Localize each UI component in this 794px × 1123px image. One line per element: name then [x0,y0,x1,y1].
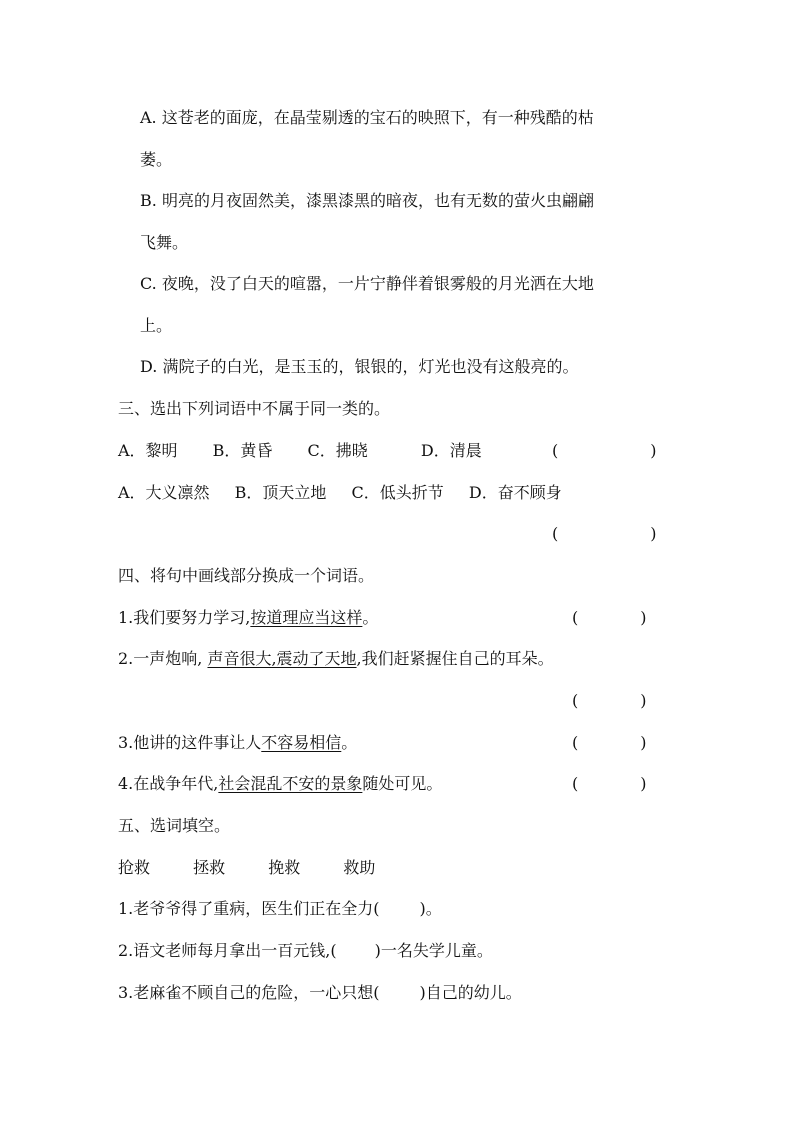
underlined-phrase: 社会混乱不安的景象 [218,774,363,793]
section5-q1: 1.老爷爷得了重病，医生们正在全力( )。 [118,899,442,918]
section4-q2: 2.一声炮响, 声音很大,震动了天地,我们赶紧握住自己的耳朵。 [118,649,554,668]
section5-title: 五、选词填空。 [118,816,231,835]
section4-q4: 4.在战争年代,社会混乱不安的景象随处可见。 [118,774,443,793]
option-c-line2: 上。 [140,316,173,335]
word-bank-item: 救助 [343,858,376,877]
word-bank-item: 挽救 [268,858,301,877]
choice-c: C．拂晓 [307,441,368,460]
section5-q2: 2.语文老师每月拿出一百元钱,( )一名失学儿童。 [118,941,493,960]
option-d-line1: D. 满院子的白光，是玉玉的，银银的，灯光也没有这般亮的。 [140,357,579,376]
choice-c: C．低头折节 [351,483,444,502]
option-a-line1: A. 这苍老的面庞，在晶莹剔透的宝石的映照下，有一种残酷的枯 [140,108,594,127]
answer-blank-3-2[interactable]: ( ) [552,524,657,543]
word-bank-item: 抢救 [118,858,151,877]
underlined-phrase: 声音很大,震动了天地 [207,649,357,668]
section4-q3: 3.他讲的这件事让人不容易相信。 [118,733,358,752]
choice-b: B．顶天立地 [234,483,327,502]
answer-blank-3-1[interactable]: ( ) [552,441,657,460]
section3-row2 [118,482,562,504]
choice-d: D．奋不顾身 [468,483,562,502]
word-bank [118,857,413,879]
section4-title: 四、将句中画线部分换成一个词语。 [118,566,375,585]
answer-blank-4-2[interactable]: ( ) [572,691,647,710]
section5-q3: 3.老麻雀不顾自己的危险，一心只想( )自己的幼儿。 [118,983,522,1002]
option-b-line2: 飞舞。 [140,233,189,252]
section3-row1 [118,440,482,462]
word-bank-item: 拯救 [193,858,226,877]
choice-b: B．黄昏 [212,441,273,460]
answer-blank-4-1[interactable]: ( ) [572,608,647,627]
underlined-phrase: 按道理应当这样 [250,608,363,627]
option-a-line2: 萎。 [140,150,173,169]
option-c-line1: C. 夜晚，没了白天的喧嚣，一片宁静伴着银雾般的月光洒在大地 [140,274,594,293]
option-b-line1: B. 明亮的月夜固然美，漆黑漆黑的暗夜，也有无数的萤火虫翩翩 [140,191,594,210]
choice-d: D．清晨 [420,441,482,460]
choice-a: A．黎明 [118,441,178,460]
section4-q1: 1.我们要努力学习,按道理应当这样。 [118,608,379,627]
choice-a: A．大义凛然 [118,483,210,502]
underlined-phrase: 不容易相信 [261,733,342,752]
answer-blank-4-3[interactable]: ( ) [572,733,647,752]
answer-blank-4-4[interactable]: ( ) [572,774,647,793]
section3-title: 三、选出下列词语中不属于同一类的。 [118,399,391,418]
